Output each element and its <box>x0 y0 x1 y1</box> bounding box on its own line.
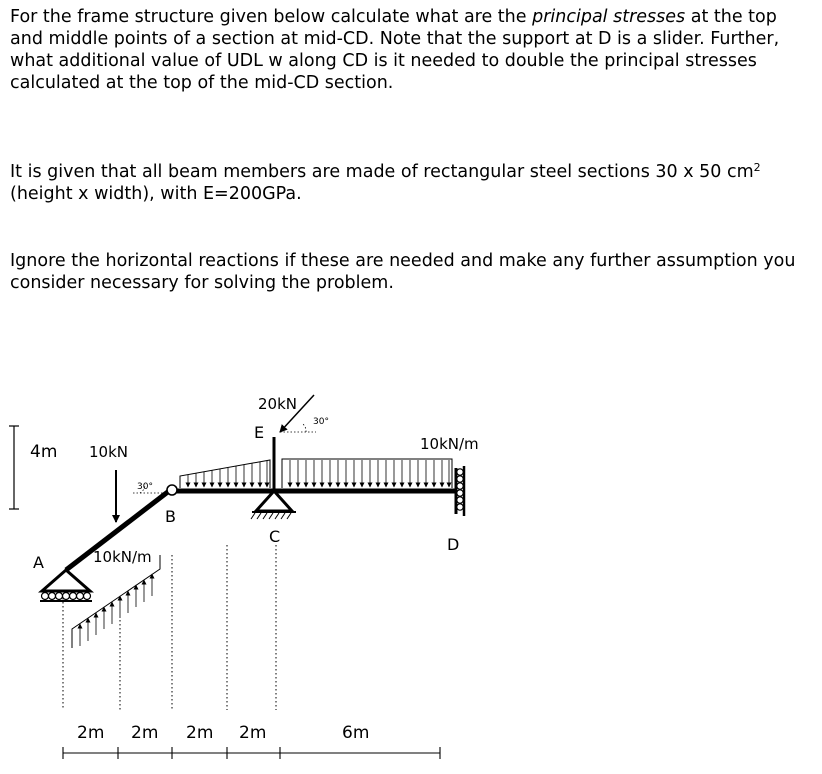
node-a-label: A <box>33 553 44 572</box>
udl-ed <box>282 459 452 488</box>
dim-label-2: 2m <box>131 723 159 743</box>
support-c <box>251 491 296 519</box>
load-20kn-label: 20kN <box>258 395 297 413</box>
dim-label-3: 2m <box>186 723 214 743</box>
udl-left-label: 10kN/m <box>93 548 152 566</box>
height-dimension <box>9 426 19 509</box>
p2-superscript: 2 <box>753 161 761 174</box>
problem-paragraph-3: Ignore the horizontal reactions if these are needed and make any further assumption you consider necessary for solving the problem. <box>10 251 796 293</box>
hinge-b <box>167 485 177 495</box>
height-label: 4m <box>30 442 58 462</box>
angle-e-label: 30° <box>313 417 329 427</box>
support-a <box>40 570 92 601</box>
dim-label-1: 2m <box>77 723 105 743</box>
p1-text-start: For the frame structure given below calculate what are the <box>10 7 533 27</box>
dim-label-4: 2m <box>239 723 267 743</box>
load-10kn-label: 10kN <box>89 443 128 461</box>
support-d <box>456 466 464 516</box>
p1-emphasis: principal stresses <box>532 7 686 27</box>
node-d-label: D <box>447 535 460 554</box>
dotted-guides <box>63 545 276 710</box>
p2-text-end: (height x width), with E=200GPa. <box>10 184 302 204</box>
problem-paragraph-2 <box>10 161 810 205</box>
udl-be <box>180 460 270 488</box>
problem-paragraph-1 <box>10 6 810 94</box>
node-b-label: B <box>165 507 176 526</box>
dim-label-5: 6m <box>342 723 370 743</box>
node-c-label: C <box>269 527 281 546</box>
p1-text-end: at the top and middle points of a section at mid-CD. Note that the support at D is a slider. Further, what additional value of UDL w along CD is it needed to double the principal stresses calculated at the top of the mid-CD section. <box>10 7 780 93</box>
udl-right-label: 10kN/m <box>420 435 479 453</box>
span-dimension <box>63 747 440 759</box>
node-e-label: E <box>254 423 265 442</box>
frame-structure-diagram <box>0 380 822 774</box>
angle-b-label: 30° <box>137 482 153 492</box>
p2-text-start: It is given that all beam members are made of rectangular steel sections 30 x 50 cm <box>10 162 754 182</box>
